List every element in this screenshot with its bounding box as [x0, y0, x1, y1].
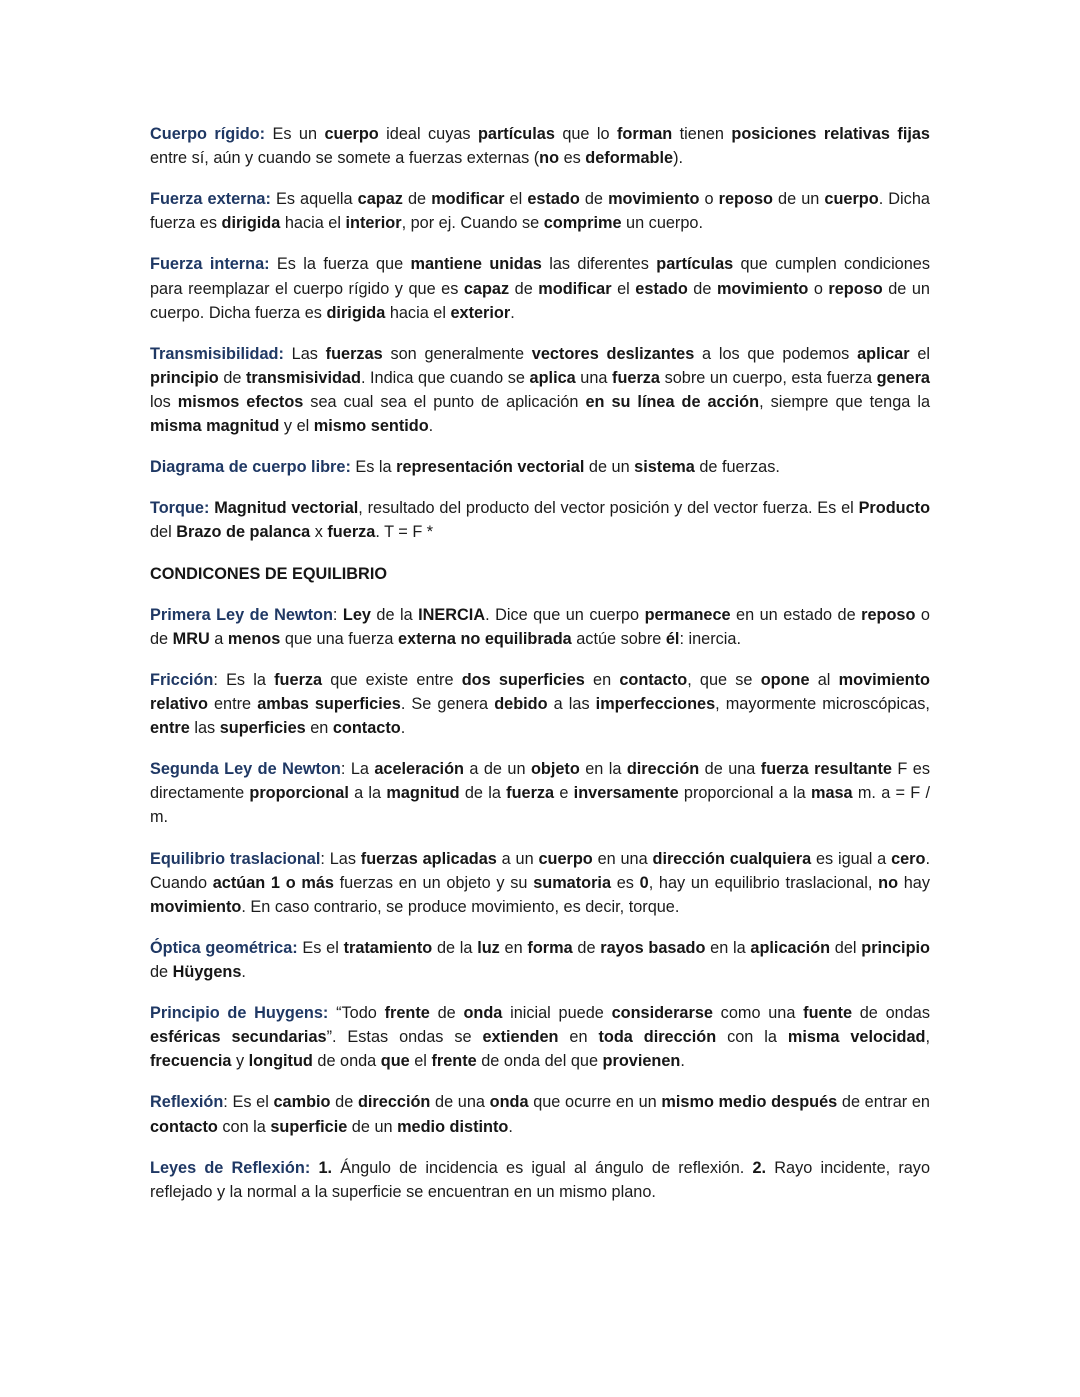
bold-text-segment: dirección	[626, 760, 700, 779]
text-segment: de onda del que	[476, 1052, 603, 1071]
bold-text-segment: tratamiento	[343, 938, 433, 957]
text-segment: que existe entre	[322, 670, 462, 689]
text-segment: m. a = F / m.	[150, 784, 930, 827]
text-segment: : Es la	[213, 670, 275, 689]
term-label: Óptica geométrica:	[150, 938, 298, 957]
text-segment: , siempre que tenga la	[759, 392, 931, 411]
text-segment: en una	[592, 849, 653, 868]
text-segment: de	[429, 1004, 464, 1023]
bold-text-segment: dirección	[357, 1093, 431, 1112]
text-segment: sea cual sea el punto de aplicación	[303, 392, 586, 411]
bold-text-segment: dirigida	[326, 303, 386, 322]
term-label: Primera Ley de Newton	[150, 605, 333, 624]
text-segment: al	[809, 670, 839, 689]
text-segment: .	[510, 303, 515, 322]
bold-text-segment: sumatoria	[533, 873, 612, 892]
bold-text-segment: 2.	[752, 1158, 767, 1177]
definition-diagrama-cuerpo-libre	[150, 455, 930, 479]
bold-text-segment: actúan 1 o más	[212, 873, 334, 892]
bold-text-segment: fuerza resultante	[760, 760, 892, 779]
bold-text-segment: reposo	[861, 605, 916, 624]
bold-text-segment: masa	[810, 784, 853, 803]
bold-text-segment: medio distinto	[397, 1117, 509, 1136]
definition-cuerpo-rigido	[150, 122, 930, 170]
bold-text-segment: mantiene unidas	[410, 255, 542, 274]
text-segment: Es la fuerza que	[269, 255, 411, 274]
term-label: Reflexión	[150, 1093, 224, 1112]
text-segment: de	[572, 938, 601, 957]
text-segment: como una	[712, 1004, 804, 1023]
text-segment: actúe sobre	[571, 629, 666, 648]
bold-text-segment: fuerza	[506, 784, 555, 803]
bold-text-segment: longitud	[248, 1052, 313, 1071]
text-segment: : La	[340, 760, 375, 779]
bold-text-segment: frente	[384, 1004, 430, 1023]
text-segment: un cuerpo.	[621, 214, 703, 233]
definition-leyes-reflexion	[150, 1156, 930, 1204]
text-segment: y	[231, 1052, 249, 1071]
text-segment: es	[611, 873, 640, 892]
text-segment: de	[402, 190, 432, 209]
bold-text-segment: MRU	[172, 629, 210, 648]
text-segment: Es la	[350, 458, 397, 477]
bold-text-segment: reposo	[828, 279, 883, 298]
text-segment: , por ej. Cuando se	[401, 214, 544, 233]
text-segment: hacia el	[385, 303, 451, 322]
text-segment: en un estado de	[730, 605, 862, 624]
text-segment: es	[559, 149, 586, 168]
text-segment: de	[687, 279, 717, 298]
bold-text-segment: superficies	[219, 719, 306, 738]
text-segment: : inercia.	[679, 629, 741, 648]
bold-text-segment: fuerza	[327, 523, 376, 542]
text-segment: en	[558, 1028, 599, 1047]
text-segment: .	[508, 1117, 513, 1136]
text-segment: de onda	[312, 1052, 381, 1071]
bold-text-segment: permanece	[644, 605, 731, 624]
term-label: Equilibrio traslacional	[150, 849, 321, 868]
bold-text-segment: Hüygens	[172, 962, 242, 981]
text-segment: x	[310, 523, 328, 542]
term-label: Cuerpo rígido:	[150, 125, 266, 143]
text-segment: e	[554, 784, 574, 803]
term-label: Fuerza interna:	[150, 255, 270, 274]
bold-text-segment: partículas	[656, 255, 734, 274]
term-label: Segunda Ley de Newton	[150, 760, 341, 779]
bold-text-segment: principio	[150, 368, 219, 387]
text-segment: :	[332, 605, 343, 624]
text-segment: a las	[547, 694, 596, 713]
text-segment: .	[400, 719, 406, 738]
bold-text-segment: magnitud	[386, 784, 460, 803]
bold-text-segment: cero	[891, 849, 926, 868]
text-segment: a	[209, 629, 228, 648]
text-segment: Rayo incidente, rayo reflejado y la normal a la superficie se encuentran en un mismo plano.	[150, 1158, 931, 1201]
text-segment: de	[330, 1093, 358, 1112]
text-segment: de una	[699, 760, 761, 779]
term-label: Principio de Huygens:	[150, 1004, 329, 1023]
text-segment: de	[218, 368, 247, 387]
bold-text-segment: misma velocidad	[787, 1028, 926, 1047]
bold-text-segment: deformable	[585, 149, 674, 168]
bold-text-segment: dirigida	[221, 214, 281, 233]
bold-text-segment: en su línea de acción	[585, 392, 760, 411]
text-segment: entre	[207, 694, 258, 713]
text-segment: de ondas	[852, 1004, 930, 1023]
text-segment: , mayormente microscópicas,	[715, 694, 930, 713]
bold-text-segment: fuerzas aplicadas	[360, 849, 497, 868]
definition-equilibrio-traslacional	[150, 847, 930, 919]
text-segment: el	[909, 344, 930, 363]
text-segment: de un	[347, 1117, 398, 1136]
text-segment: con la	[217, 1117, 271, 1136]
text-segment: : Es el	[223, 1093, 274, 1112]
term-label: Fuerza externa:	[150, 190, 271, 209]
bold-text-segment: 1.	[318, 1158, 333, 1177]
bold-text-segment: modificar	[538, 279, 612, 298]
term-label: Diagrama de cuerpo libre:	[150, 458, 351, 477]
section-heading-condiciones-equilibrio	[150, 562, 930, 586]
text-segment: en	[499, 938, 528, 957]
definition-reflexion	[150, 1090, 930, 1138]
bold-text-segment: posiciones relativas fijas	[731, 125, 930, 143]
text-segment: en la	[705, 938, 751, 957]
text-segment: de	[150, 962, 173, 981]
bold-text-segment: superficie	[270, 1117, 348, 1136]
bold-text-segment: sistema	[634, 458, 695, 477]
text-segment: del	[150, 523, 177, 542]
bold-text-segment: cambio	[273, 1093, 331, 1112]
definition-segunda-ley-newton	[150, 757, 930, 829]
bold-text-segment: contacto	[332, 719, 401, 738]
bold-text-segment: cuerpo	[324, 125, 379, 143]
bold-text-segment: no	[878, 873, 899, 892]
bold-text-segment: capaz	[357, 190, 403, 209]
text-segment: del	[830, 938, 862, 957]
definition-transmisibilidad	[150, 342, 930, 438]
text-segment: en	[584, 670, 620, 689]
bold-text-segment: objeto	[530, 760, 580, 779]
bold-text-segment: Producto	[858, 499, 931, 518]
bold-text-segment: menos	[227, 629, 281, 648]
bold-text-segment: exterior	[450, 303, 511, 322]
bold-text-segment: cuerpo	[538, 849, 593, 868]
term-label: Transmisibilidad:	[150, 344, 284, 363]
text-segment: las	[189, 719, 220, 738]
text-segment: a de un	[463, 760, 531, 779]
text-segment: de un	[584, 458, 635, 477]
bold-text-segment: partículas	[477, 125, 555, 143]
text-segment: Ángulo de incidencia es igual al ángulo de reflexión.	[332, 1158, 753, 1177]
text-segment: Es el	[297, 938, 344, 957]
text-segment: .	[241, 962, 246, 981]
bold-text-segment: opone	[760, 670, 810, 689]
text-segment: y el	[279, 417, 314, 436]
text-segment: ).	[673, 149, 684, 168]
text-segment: es igual a	[811, 849, 892, 868]
text-segment: o de	[150, 605, 930, 648]
text-segment: .	[428, 417, 434, 436]
text-segment: ,	[925, 1028, 931, 1047]
text-segment: hay	[898, 873, 930, 892]
text-segment: que cumplen condiciones para reemplazar el cuerpo rígido y que es	[150, 255, 930, 298]
bold-text-segment: estado	[527, 190, 580, 209]
bold-text-segment: esféricas secundarias	[150, 1028, 327, 1047]
bold-text-segment: estado	[635, 279, 688, 298]
text-segment: las diferentes	[541, 255, 657, 274]
text-segment: Es aquella	[270, 190, 358, 209]
text-segment: ideal cuyas	[378, 125, 478, 143]
text-segment: Las	[283, 344, 326, 363]
definition-friccion	[150, 668, 930, 740]
text-segment: fuerzas en un objeto y su	[333, 873, 534, 892]
bold-text-segment: imperfecciones	[595, 694, 716, 713]
bold-text-segment: mismos efectos	[177, 392, 304, 411]
bold-text-segment: mismo medio después	[661, 1093, 838, 1112]
text-segment: que una fuerza	[280, 629, 398, 648]
text-segment: Es un	[265, 125, 325, 143]
bold-text-segment: fuerza	[612, 368, 660, 387]
bold-text-segment: onda	[489, 1093, 529, 1112]
bold-text-segment: no	[539, 149, 560, 168]
definition-primera-ley-newton	[150, 603, 930, 651]
bold-text-segment: luz	[477, 938, 500, 957]
text-segment: , que se	[687, 670, 761, 689]
text-segment: de	[579, 190, 609, 209]
bold-text-segment: onda	[463, 1004, 503, 1023]
bold-text-segment: forma	[527, 938, 573, 957]
term-label: Leyes de Reflexión:	[150, 1158, 311, 1177]
text-segment: , resultado del producto del vector posición y del vector fuerza. Es el	[358, 499, 859, 518]
bold-text-segment: forman	[617, 125, 673, 143]
bold-text-segment: genera	[876, 368, 930, 387]
bold-text-segment: 0	[639, 873, 649, 892]
bold-text-segment: provienen	[602, 1052, 681, 1071]
text-segment: los	[150, 392, 178, 411]
bold-text-segment: que	[380, 1052, 410, 1071]
text-segment: de	[509, 279, 539, 298]
text-segment: inicial puede	[502, 1004, 612, 1023]
text-segment: a los que podemos	[694, 344, 858, 363]
bold-text-segment: Magnitud vectorial	[214, 499, 359, 518]
bold-text-segment: misma magnitud	[150, 417, 280, 436]
bold-text-segment: extienden	[482, 1028, 559, 1047]
bold-text-segment: contacto	[619, 670, 688, 689]
text-segment: F es directamente	[150, 760, 930, 803]
bold-text-segment: fuerza	[274, 670, 323, 689]
text-segment: el	[409, 1052, 432, 1071]
text-segment: el	[611, 279, 636, 298]
text-segment: . Dice que un cuerpo	[485, 605, 645, 624]
bold-text-segment: transmisividad	[246, 368, 361, 387]
text-segment: , hay un equilibrio traslacional,	[648, 873, 879, 892]
text-segment: de la	[459, 784, 507, 803]
text-segment: proporcional a la	[678, 784, 811, 803]
bold-text-segment: interior	[345, 214, 402, 233]
text-segment: o	[808, 279, 829, 298]
bold-text-segment: vectores deslizantes	[531, 344, 695, 363]
text-segment: de fuerzas.	[694, 458, 780, 477]
text-segment: que ocurre en un	[528, 1093, 662, 1112]
bold-text-segment: CONDICONES DE EQUILIBRIO	[150, 564, 388, 583]
bold-text-segment: fuerzas	[325, 344, 383, 363]
text-segment: tienen	[672, 125, 732, 143]
text-segment: de un	[772, 190, 825, 209]
definition-torque	[150, 496, 930, 544]
text-segment: ”. Estas ondas se	[326, 1028, 483, 1047]
bold-text-segment: dirección cualquiera	[652, 849, 812, 868]
bold-text-segment: considerarse	[611, 1004, 713, 1023]
term-label: Fricción	[150, 670, 214, 689]
text-segment: . Cuando	[150, 849, 930, 892]
bold-text-segment: externa no equilibrada	[398, 629, 572, 648]
bold-text-segment: movimiento	[150, 897, 242, 916]
text-segment: . En caso contrario, se produce movimiento, es decir, torque.	[241, 897, 680, 916]
text-segment: hacia el	[280, 214, 346, 233]
bold-text-segment: proporcional	[249, 784, 349, 803]
text-segment: de la	[370, 605, 419, 624]
text-segment: el	[504, 190, 528, 209]
text-segment: . Dicha fuerza es	[150, 190, 930, 233]
text-segment: son generalmente	[382, 344, 532, 363]
text-segment: de un cuerpo. Dicha fuerza es	[150, 279, 930, 322]
text-segment: . Indica que cuando se	[360, 368, 530, 387]
bold-text-segment: debido	[494, 694, 548, 713]
bold-text-segment: fuente	[803, 1004, 852, 1023]
bold-text-segment: cuerpo	[824, 190, 879, 209]
definition-optica-geometrica	[150, 936, 930, 984]
bold-text-segment: movimiento	[716, 279, 809, 298]
bold-text-segment: reposo	[718, 190, 773, 209]
bold-text-segment: movimiento relativo	[150, 670, 930, 713]
bold-text-segment: mismo sentido	[313, 417, 429, 436]
bold-text-segment: ambas superficies	[257, 694, 401, 713]
bold-text-segment: comprime	[543, 214, 622, 233]
text-segment: en la	[579, 760, 627, 779]
definition-principio-huygens	[150, 1001, 930, 1073]
text-segment: de la	[432, 938, 478, 957]
text-segment: que lo	[554, 125, 618, 143]
bold-text-segment: aplicación	[750, 938, 831, 957]
text-segment: : Las	[320, 849, 361, 868]
bold-text-segment: aplicar	[857, 344, 910, 363]
text-segment: a un	[496, 849, 539, 868]
bold-text-segment: frecuencia	[150, 1052, 232, 1071]
document-body	[150, 122, 930, 1204]
bold-text-segment: Ley	[342, 605, 371, 624]
bold-text-segment: contacto	[150, 1117, 218, 1136]
bold-text-segment: INERCIA	[418, 605, 486, 624]
text-segment: una	[575, 368, 613, 387]
bold-text-segment: inversamente	[573, 784, 679, 803]
definition-fuerza-interna	[150, 252, 930, 324]
bold-text-segment: él	[665, 629, 680, 648]
bold-text-segment: capaz	[463, 279, 510, 298]
bold-text-segment: principio	[861, 938, 930, 957]
text-segment: entre sí, aún y cuando se somete a fuerzas externas (	[150, 149, 540, 168]
bold-text-segment: toda dirección	[598, 1028, 717, 1047]
bold-text-segment: Brazo de palanca	[176, 523, 311, 542]
text-segment: .	[680, 1052, 685, 1071]
bold-text-segment: rayos basado	[600, 938, 706, 957]
text-segment: de entrar en	[837, 1093, 930, 1112]
text-segment: “Todo	[328, 1004, 385, 1023]
bold-text-segment: dos superficies	[461, 670, 585, 689]
text-segment: de una	[430, 1093, 490, 1112]
text-segment: con la	[716, 1028, 788, 1047]
text-segment: a la	[348, 784, 387, 803]
bold-text-segment: aceleración	[374, 760, 464, 779]
bold-text-segment: representación vectorial	[396, 458, 585, 477]
bold-text-segment: movimiento	[608, 190, 700, 209]
text-segment: en	[305, 719, 333, 738]
text-segment: . Se genera	[400, 694, 495, 713]
text-segment: . T = F *	[375, 523, 434, 542]
text-segment: sobre un cuerpo, esta fuerza	[660, 368, 877, 387]
text-segment: o	[699, 190, 719, 209]
term-label: Torque:	[150, 499, 210, 518]
bold-text-segment: aplica	[529, 368, 576, 387]
bold-text-segment: modificar	[431, 190, 505, 209]
bold-text-segment: frente	[431, 1052, 477, 1071]
definition-fuerza-externa	[150, 187, 930, 235]
bold-text-segment: entre	[150, 719, 190, 738]
